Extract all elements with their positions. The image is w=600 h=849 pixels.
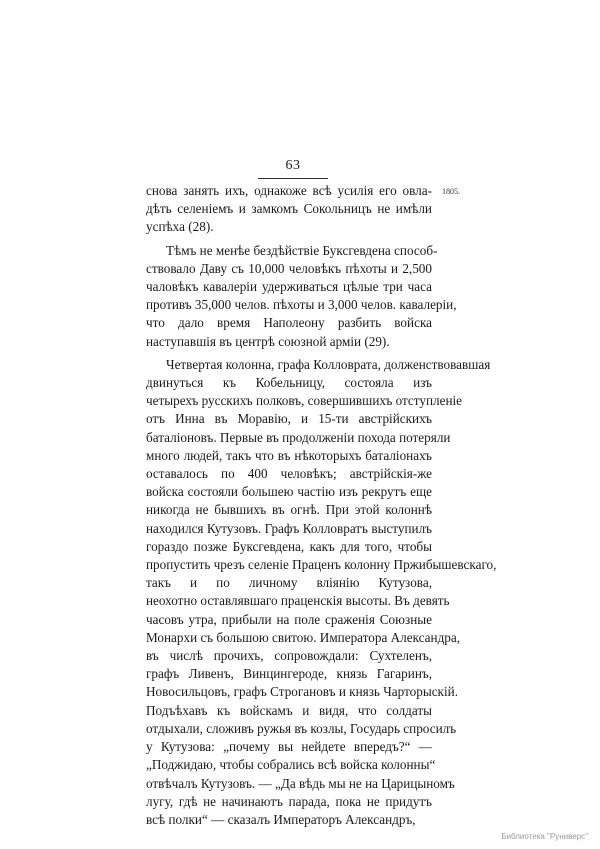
- text-line: никогда не бывшихъ въ огнѣ. При этой колоннѣ: [146, 502, 432, 518]
- text-line: графъ Ливенъ, Винцингероде, князь Гагаринъ,: [146, 666, 432, 682]
- text-line: Монархи съ большою свитою. Императора Александра,: [146, 629, 461, 645]
- text-line: находился Кутузовъ. Графъ Колловратъ выступилъ: [146, 520, 432, 536]
- text-line: что дало время Наполеону разбить войска: [146, 315, 432, 331]
- text-line: отдыхали, сложивъ ружья въ козлы, Государь спросилъ: [146, 720, 457, 736]
- text-line: двинуться къ Кобельницу, состояла изъ: [146, 375, 432, 391]
- text-line: „Поджидаю, чтобы собрались всѣ войска колонны“: [146, 757, 436, 773]
- text-line: Тѣмъ не менѣе бездѣйствіе Буксгевдена способ-: [166, 242, 438, 258]
- text-line: у Кутузова: „почему вы нейдете впередъ?“ —: [146, 739, 432, 755]
- text-line: ствовало Даву съ 10,000 человѣкъ пѣхоты и 2,500: [146, 260, 432, 276]
- text-line: всѣ полки“ — сказалъ Императоръ Александръ,: [146, 811, 416, 827]
- margin-year-note: 1805.: [442, 187, 460, 196]
- text-line: отвѣчалъ Кутузовъ. — „Да вѣдь мы не на Царицыномъ: [146, 775, 455, 791]
- text-line: чаловѣкъ кавалеріи удерживаться цѣлые три часа: [146, 279, 432, 295]
- page-number: 63: [285, 158, 301, 173]
- text-line: войска состояли большею частію изъ рекрутъ еще: [146, 484, 432, 500]
- text-line: пропустить чрезъ селеніе Праценъ колонну Пржибышевскаго,: [146, 557, 497, 573]
- text-line: Новосильцовъ, графъ Строгановъ и князь Чарторыскій.: [146, 684, 458, 700]
- text-line: успѣха (28).: [146, 219, 214, 235]
- text-line: въ числѣ прочихъ, сопровождали: Сухтеленъ,: [146, 648, 432, 664]
- text-line: часовъ утра, прибыли на поле сраженія Союзные: [146, 611, 432, 627]
- text-line: неохотно оставлявшаго праценскія высоты. Въ девять: [146, 593, 450, 609]
- text-line: Четвертая колонна, графа Колловрата, долженствовавшая: [166, 356, 491, 372]
- text-line: четырехъ русскихъ полковъ, совершившихъ отступленіе: [146, 393, 463, 409]
- text-line: наступавшія въ центрѣ союзной арміи (29).: [146, 333, 390, 349]
- paragraph-3: [146, 356, 497, 829]
- library-watermark: Библиотека "Руниверс": [501, 832, 588, 841]
- text-line: снова занять ихъ, однакоже всѣ усилія его овла-: [146, 183, 432, 198]
- paragraph-2: [146, 242, 457, 351]
- text-line: лугу, гдѣ не начинаютъ парада, пока не придутъ: [146, 793, 432, 809]
- text-line: гораздо позже Буксгевдена, какъ для того, чтобы: [146, 538, 432, 554]
- text-line: дѣть селеніемъ и замкомъ Сокольницъ не имѣли: [146, 201, 432, 217]
- paragraph-1: [146, 182, 432, 237]
- page-number-rule: [258, 178, 328, 179]
- text-line: баталіоновъ. Первые въ продолженіи похода потеряли: [146, 429, 451, 445]
- text-line: много людей, такъ что въ нѣкоторыхъ баталіонахъ: [146, 447, 432, 463]
- text-line: отъ Инна въ Моравію, и 15-ти австрійскихъ: [146, 411, 432, 427]
- text-line: Подъѣхавъ къ войскамъ и видя, что солдаты: [146, 702, 432, 718]
- text-line: оставалось по 400 человѣкъ; австрійскія-же: [146, 466, 432, 482]
- text-line: противъ 35,000 челов. пѣхоты и 3,000 челов. кавалеріи,: [146, 297, 457, 313]
- text-line: такъ и по личному вліянію Кутузова,: [146, 575, 432, 591]
